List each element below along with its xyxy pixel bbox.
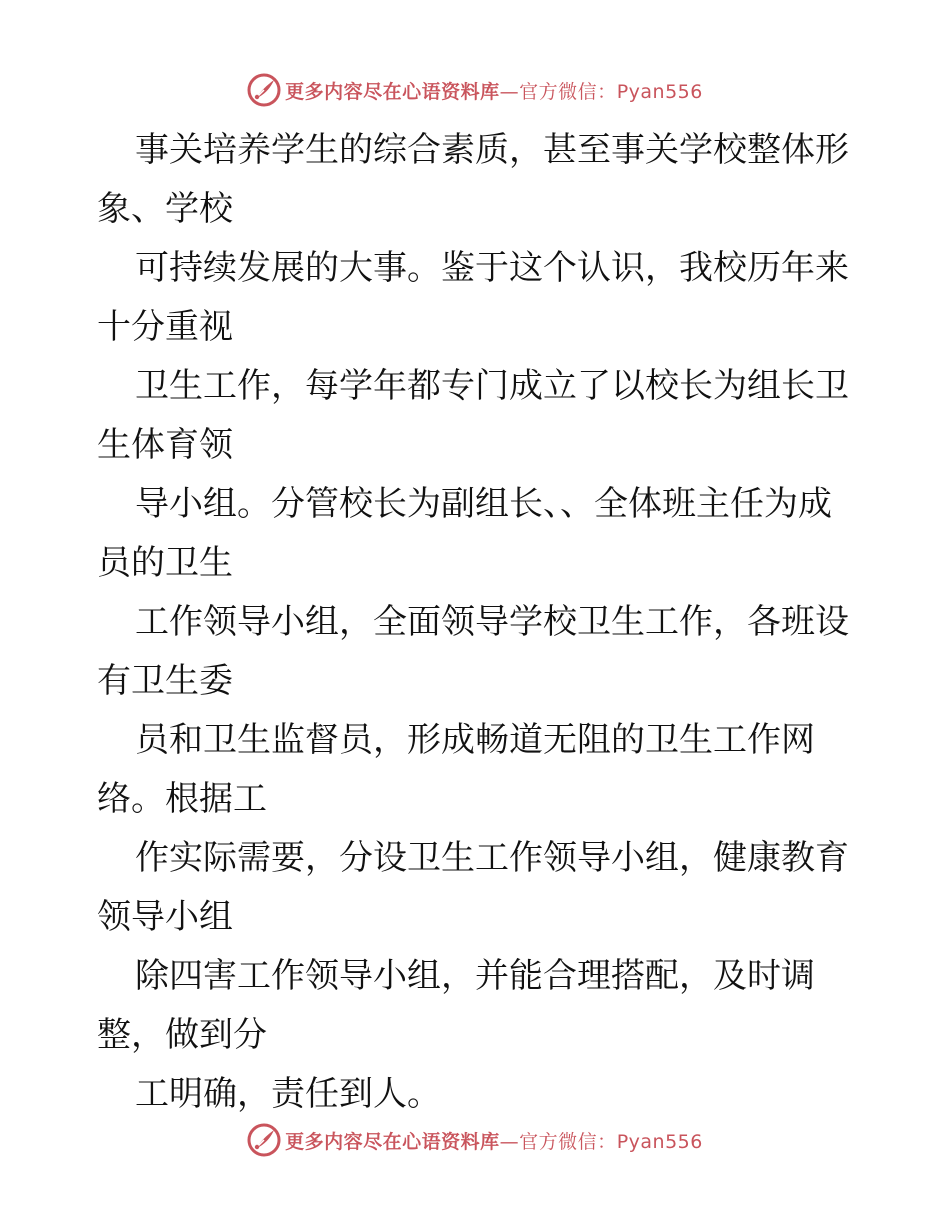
paragraph-line: 导小组。分管校长为副组长、、全体班主任为成	[135, 484, 832, 524]
paragraph-line: 作实际需要，分设卫生工作领导小组，健康教育	[135, 838, 849, 878]
paragraph	[97, 121, 857, 239]
banner-wechat-label: 官方微信：	[519, 80, 617, 103]
paragraph	[97, 475, 857, 593]
feather-pen-logo-icon	[247, 73, 281, 107]
paragraph	[97, 357, 857, 475]
paragraph	[97, 829, 857, 947]
paragraph	[97, 239, 857, 357]
banner-separator: —	[499, 1130, 520, 1153]
paragraph-line: 可持续发展的大事。鉴于这个认识，我校历年来	[135, 248, 849, 288]
paragraph-line: 员的卫生	[97, 543, 233, 583]
document-body	[97, 121, 857, 1124]
paragraph-line: 除四害工作领导小组，并能合理搭配，及时调	[135, 956, 815, 996]
paragraph-line: 工作领导小组，全面领导学校卫生工作，各班设	[135, 602, 849, 642]
footer-banner	[0, 1120, 950, 1160]
paragraph-line: 络。根据工	[97, 779, 267, 819]
paragraph	[97, 1065, 857, 1124]
banner-separator: —	[499, 80, 520, 103]
banner-text	[285, 77, 703, 104]
paragraph-line: 象、学校	[97, 189, 233, 229]
paragraph	[97, 593, 857, 711]
feather-pen-logo-icon	[247, 1123, 281, 1157]
paragraph	[97, 947, 857, 1065]
paragraph	[97, 711, 857, 829]
banner-wechat-label: 官方微信：	[519, 1130, 617, 1153]
paragraph-line: 生体育领	[97, 425, 233, 465]
banner-wechat-id: Pyan556	[616, 80, 703, 103]
paragraph-line: 十分重视	[97, 307, 233, 347]
banner-text	[285, 1127, 703, 1154]
paragraph-line: 有卫生委	[97, 661, 233, 701]
banner-main-text: 更多内容尽在心语资料库	[285, 80, 500, 103]
paragraph-line: 整，做到分	[97, 1015, 267, 1055]
paragraph-line: 员和卫生监督员，形成畅道无阻的卫生工作网	[135, 720, 815, 760]
banner-wechat-id: Pyan556	[616, 1130, 703, 1153]
paragraph-line: 领导小组	[97, 897, 233, 937]
paragraph-line: 卫生工作，每学年都专门成立了以校长为组长卫	[135, 366, 849, 406]
paragraph-line: 事关培养学生的综合素质，甚至事关学校整体形	[135, 130, 849, 170]
banner-main-text: 更多内容尽在心语资料库	[285, 1130, 500, 1153]
header-banner	[0, 70, 950, 110]
paragraph-line: 工明确，责任到人。	[135, 1074, 441, 1114]
